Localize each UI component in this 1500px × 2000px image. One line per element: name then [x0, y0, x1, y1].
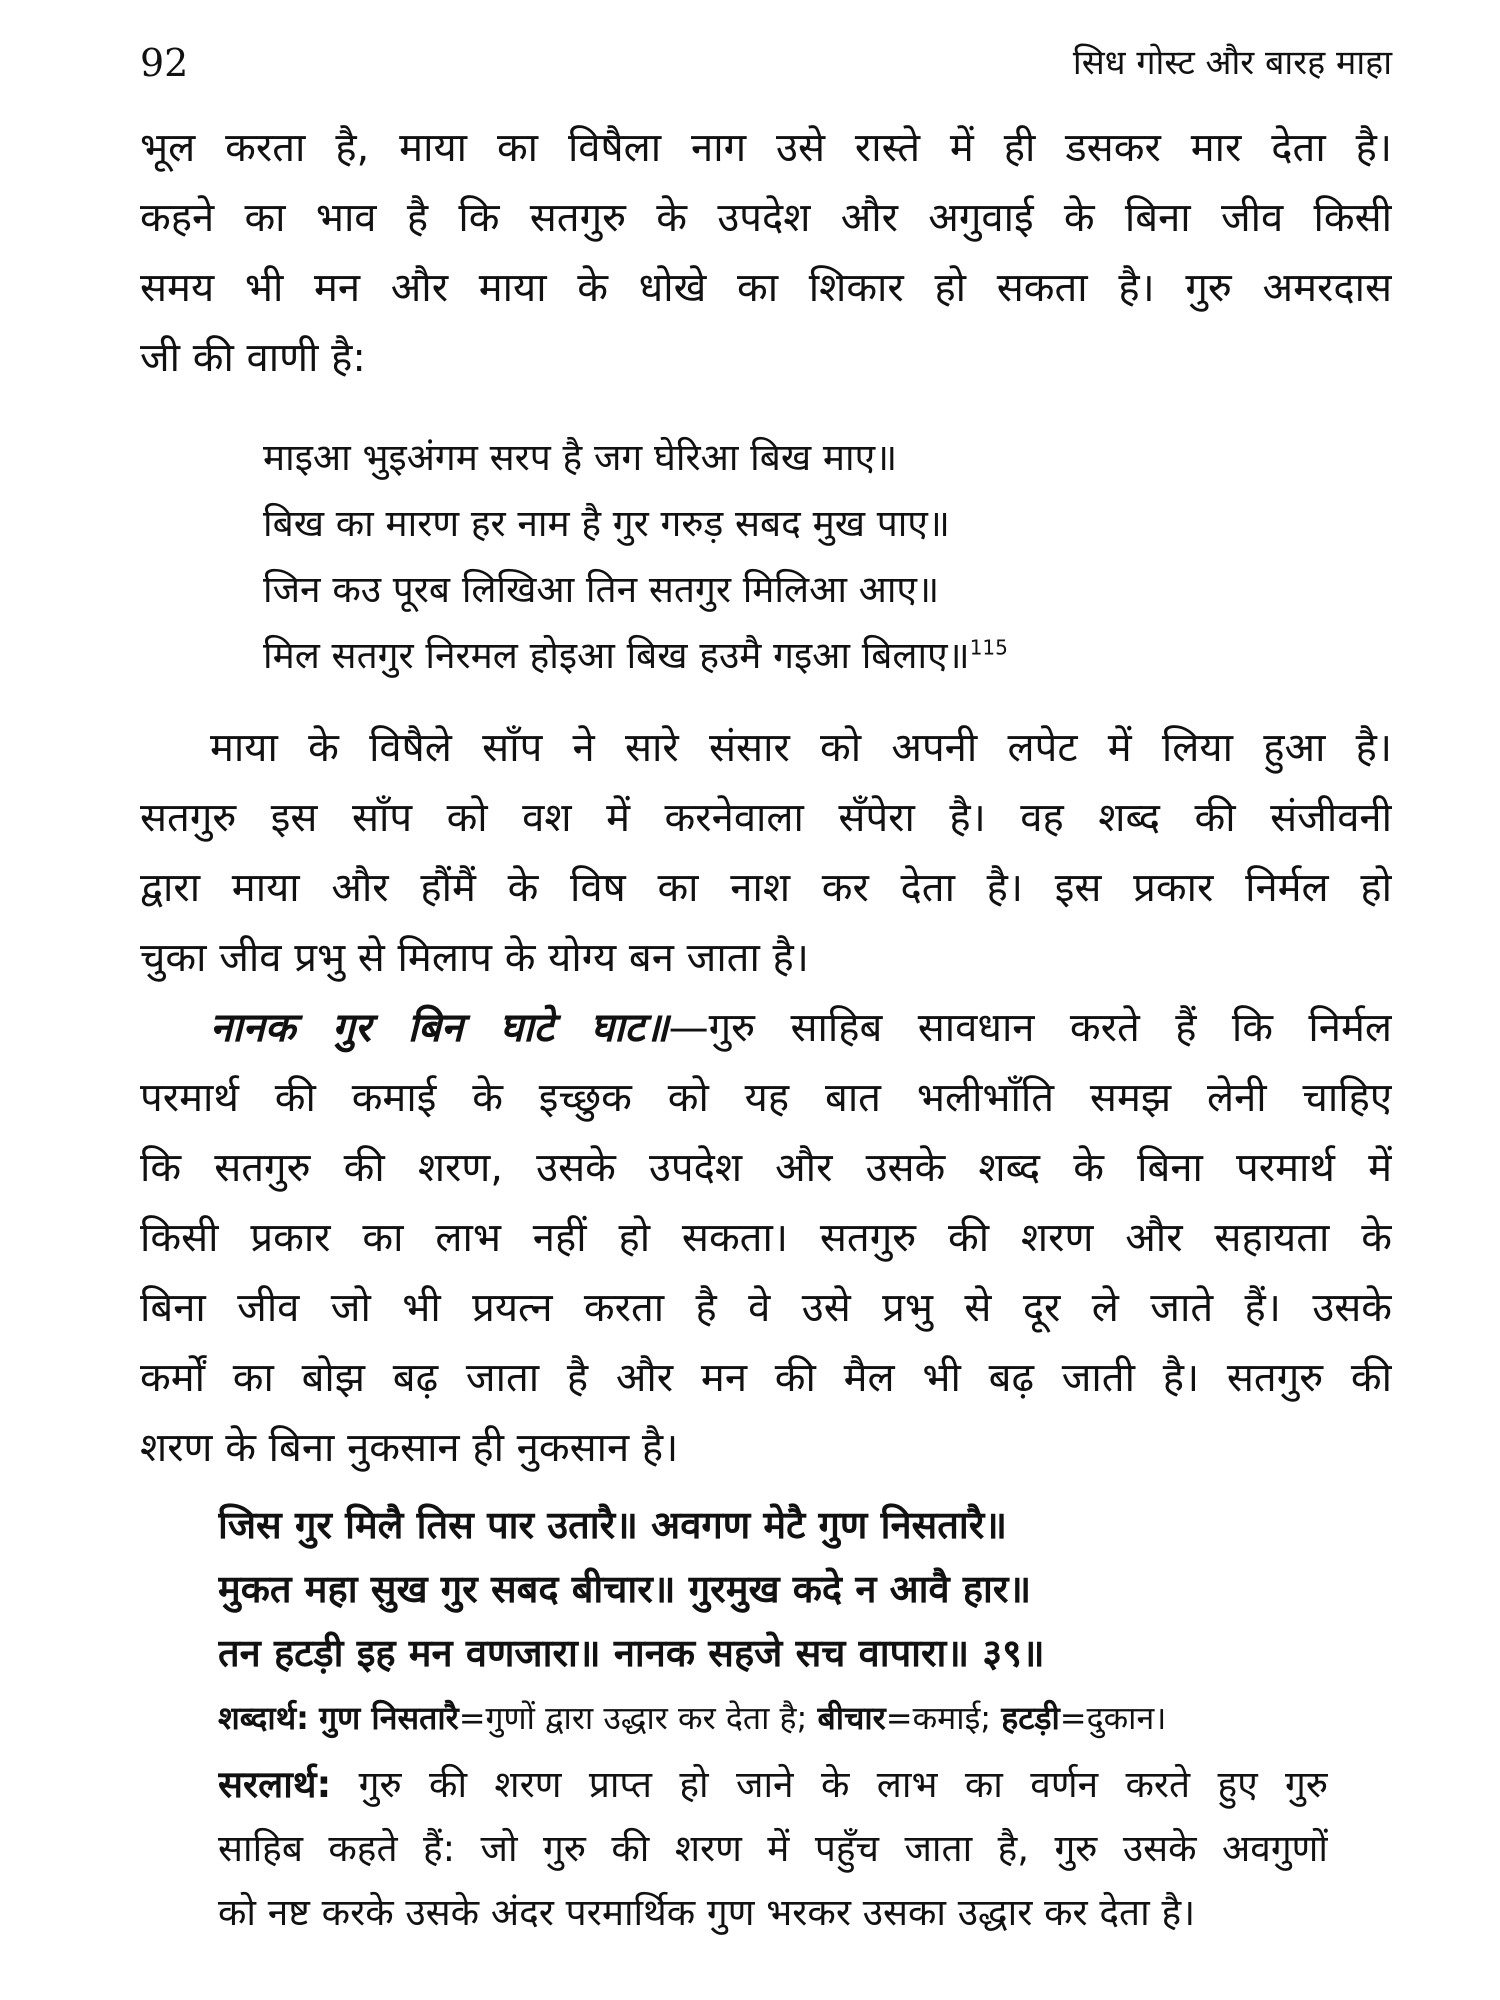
- verse-line: तन हटड़ी इह मन वणजारा॥ नानक सहजे सच वापारा॥ ३९॥: [218, 1631, 1045, 1675]
- text-line: चुका जीव प्रभु से मिलाप के योग्य बन जाता है।: [140, 935, 809, 981]
- meaning-line: [218, 1750, 1328, 1820]
- quoted-phrase: नानक गुर बिन घाटे घाट॥: [210, 1005, 669, 1051]
- text-line: कहने का भाव है कि सतगुरु के उपदेश और अगुवाई के बिना जीव किसी: [140, 195, 1392, 241]
- text-line: कर्मों का बोझ बढ़ जाता है और मन की मैल भी बढ़ जाती है। सतगुरु की: [140, 1355, 1392, 1401]
- meaning-line: साहिब कहते हैं: जो गुरु की शरण में पहुँच जाता है, गुरु उसके अवगुणों: [218, 1827, 1328, 1870]
- text-line: बिना जीव जो भी प्रयत्न करता है वे उसे प्रभु से दूर ले जाते हैं। उसके: [140, 1285, 1392, 1331]
- text-line: शरण के बिना नुकसान ही नुकसान है।: [140, 1425, 679, 1471]
- glossary-line: [218, 1683, 1368, 1753]
- text-line: कि सतगुरु की शरण, उसके उपदेश और उसके शब्द के बिना परमार्थ में: [140, 1145, 1392, 1191]
- glossary-term: बीचार: [817, 1699, 886, 1737]
- glossary-definition: =दुकान।: [1059, 1699, 1167, 1737]
- glossary-label: शब्दार्थ:: [218, 1699, 309, 1737]
- page-header: [140, 38, 1392, 88]
- verse-line: माइआ भुइअंगम सरप है जग घेरिआ बिख माए॥: [263, 436, 898, 479]
- verse-line: मुकत महा सुख गुर सबद बीचार॥ गुरमुख कदे न आवै हार॥: [218, 1567, 1032, 1611]
- text-line: समय भी मन और माया के धोखे का शिकार हो सकता है। गुरु अमरदास: [140, 265, 1392, 311]
- meaning-label: सरलार्थ:: [218, 1763, 332, 1806]
- glossary-definition: =गुणों द्वारा उद्धार कर देता है;: [458, 1699, 808, 1737]
- verse-line: जिन कउ पूरब लिखिआ तिन सतगुर मिलिआ आए॥: [263, 568, 940, 611]
- text-line: [140, 993, 1392, 1063]
- meaning-line: को नष्ट करके उसके अंदर परमार्थिक गुण भरकर उसका उद्धार कर देता है।: [218, 1891, 1196, 1934]
- verse-line: बिख का मारण हर नाम है गुर गरुड़ सबद मुख पाए॥: [263, 502, 950, 545]
- verse-line: [263, 621, 1263, 691]
- text-line: द्वारा माया और हौंमैं के विष का नाश कर देता है। इस प्रकार निर्मल हो: [140, 865, 1392, 911]
- footnote-ref: 115: [969, 635, 1008, 660]
- running-head: सिध गोस्ट और बारह माहा: [1072, 43, 1392, 83]
- verse-line-text: मिल सतगुर निरमल होइआ बिख हउमै गइआ बिलाए॥: [263, 634, 970, 677]
- text-line: भूल करता है, माया का विषैला नाग उसे रास्ते में ही डसकर मार देता है।: [140, 125, 1392, 171]
- text-line: परमार्थ की कमाई के इच्छुक को यह बात भलीभाँति समझ लेनी चाहिए: [140, 1075, 1392, 1121]
- glossary-term: हटड़ी: [1001, 1699, 1060, 1737]
- text-run: गुरु की शरण प्राप्त हो जाने के लाभ का वर्णन करते हुए गुरु: [358, 1763, 1328, 1806]
- text-line: किसी प्रकार का लाभ नहीं हो सकता। सतगुरु की शरण और सहायता के: [140, 1215, 1392, 1261]
- verse-line: जिस गुर मिलै तिस पार उतारै॥ अवगण मेटै गुण निसतारै॥: [218, 1503, 1008, 1547]
- glossary-term: गुण निसतारै: [319, 1699, 459, 1737]
- text-line: माया के विषैले साँप ने सारे संसार को अपनी लपेट में लिया हुआ है।: [210, 725, 1392, 771]
- page-number: 92: [140, 41, 189, 85]
- glossary-definition: =कमाई;: [885, 1699, 992, 1737]
- text-line: जी की वाणी है:: [140, 335, 366, 381]
- text-line: सतगुरु इस साँप को वश में करनेवाला सँपेरा है। वह शब्द की संजीवनी: [140, 795, 1392, 841]
- text-run: —गुरु साहिब सावधान करते हैं कि निर्मल: [668, 1005, 1392, 1051]
